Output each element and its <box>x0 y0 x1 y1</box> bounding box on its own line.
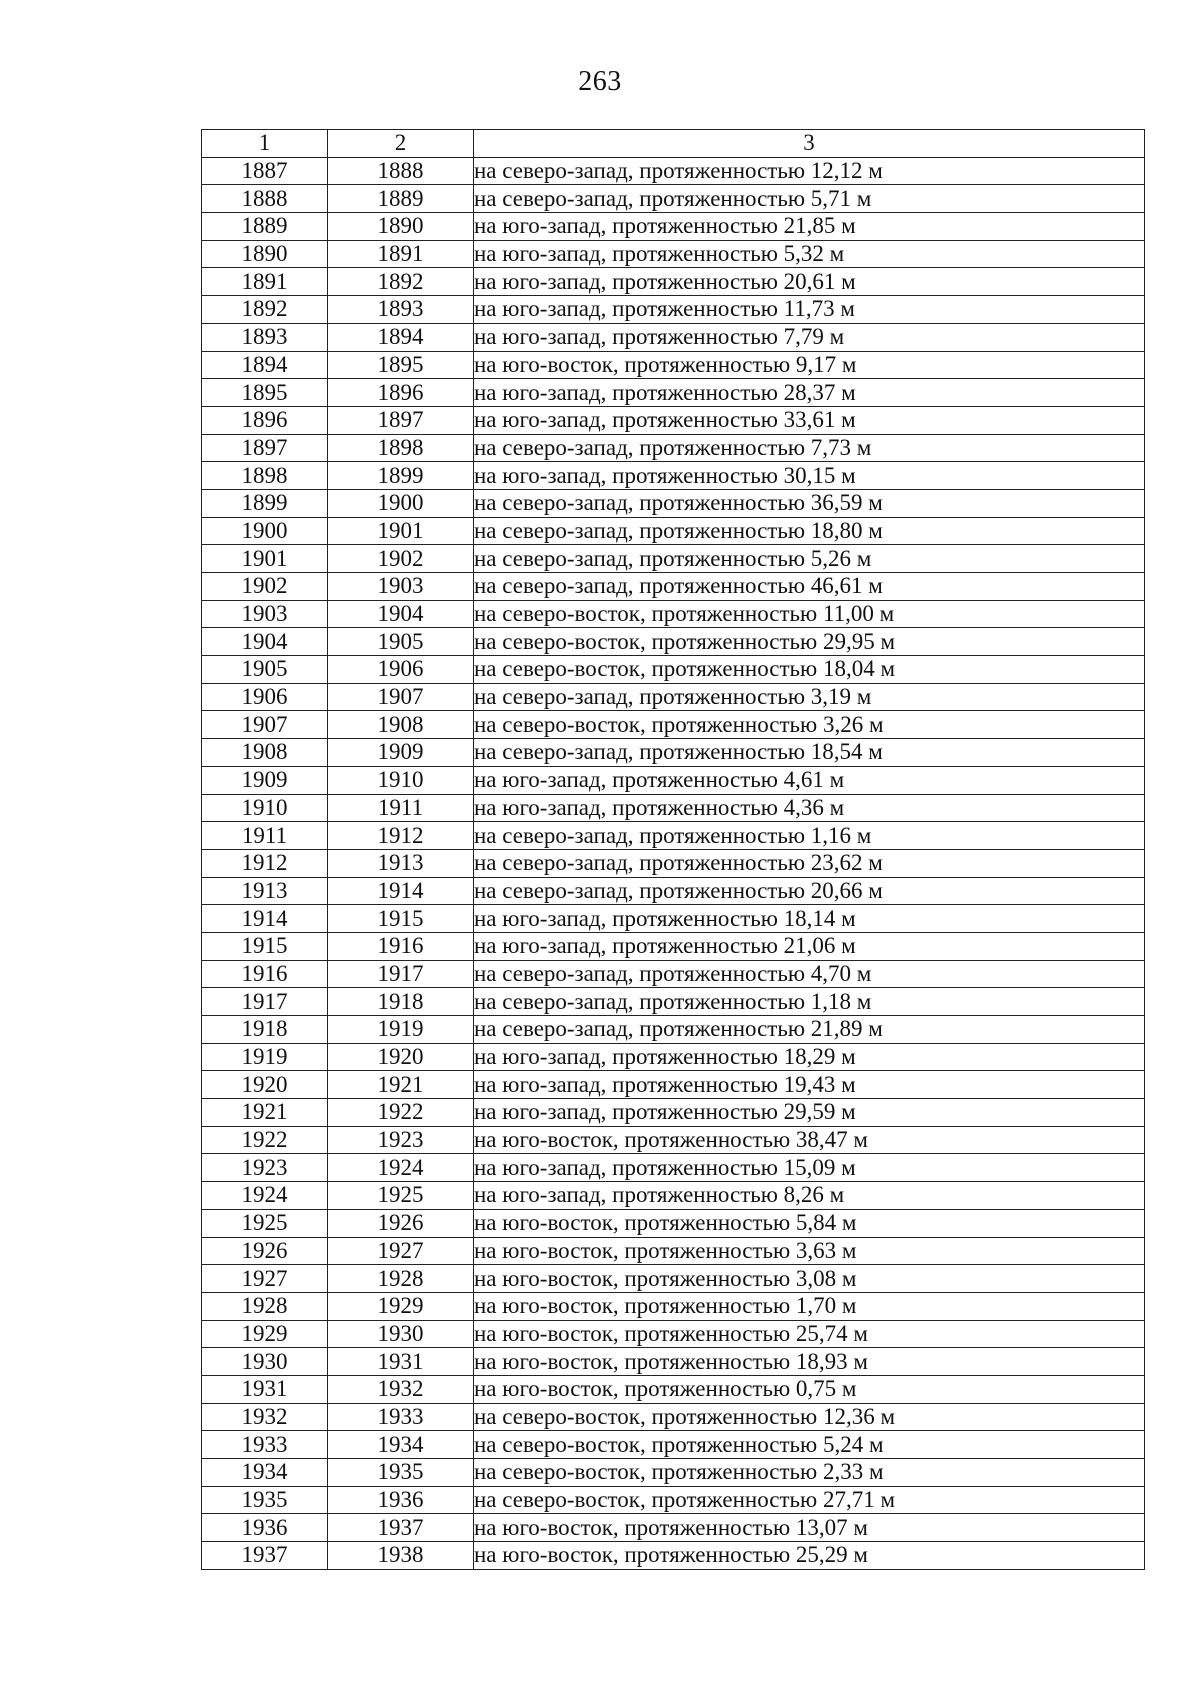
description-cell: на северо-восток, протяженностью 2,33 м <box>474 1459 1145 1487</box>
start-point-cell: 1896 <box>202 406 328 434</box>
description-cell: на северо-восток, протяженностью 29,95 м <box>474 628 1145 656</box>
end-point-cell: 1928 <box>328 1265 474 1293</box>
table-row <box>202 1320 1145 1348</box>
start-point-cell: 1906 <box>202 683 328 711</box>
start-point-cell: 1892 <box>202 296 328 324</box>
end-point-cell: 1915 <box>328 905 474 933</box>
table-row <box>202 822 1145 850</box>
start-point-cell: 1925 <box>202 1209 328 1237</box>
table-row <box>202 794 1145 822</box>
table-row <box>202 1348 1145 1376</box>
table-row <box>202 157 1145 185</box>
description-cell: на северо-запад, протяженностью 20,66 м <box>474 877 1145 905</box>
start-point-cell: 1918 <box>202 1016 328 1044</box>
end-point-cell: 1920 <box>328 1043 474 1071</box>
description-cell: на северо-запад, протяженностью 18,54 м <box>474 739 1145 767</box>
description-cell: на юго-восток, протяженностью 38,47 м <box>474 1126 1145 1154</box>
end-point-cell: 1923 <box>328 1126 474 1154</box>
description-cell: на юго-восток, протяженностью 25,74 м <box>474 1320 1145 1348</box>
table-row <box>202 434 1145 462</box>
end-point-cell: 1902 <box>328 545 474 573</box>
description-cell: на северо-восток, протяженностью 5,24 м <box>474 1431 1145 1459</box>
start-point-cell: 1933 <box>202 1431 328 1459</box>
start-point-cell: 1932 <box>202 1403 328 1431</box>
start-point-cell: 1928 <box>202 1292 328 1320</box>
start-point-cell: 1915 <box>202 932 328 960</box>
end-point-cell: 1910 <box>328 766 474 794</box>
table-row <box>202 1403 1145 1431</box>
description-cell: на юго-запад, протяженностью 21,06 м <box>474 932 1145 960</box>
table-row <box>202 600 1145 628</box>
end-point-cell: 1892 <box>328 268 474 296</box>
end-point-cell: 1921 <box>328 1071 474 1099</box>
end-point-cell: 1909 <box>328 739 474 767</box>
table-row <box>202 1182 1145 1210</box>
table-row <box>202 1154 1145 1182</box>
start-point-cell: 1909 <box>202 766 328 794</box>
description-cell: на северо-запад, протяженностью 1,18 м <box>474 988 1145 1016</box>
description-cell: на юго-запад, протяженностью 29,59 м <box>474 1099 1145 1127</box>
description-cell: на северо-запад, протяженностью 7,73 м <box>474 434 1145 462</box>
description-cell: на юго-запад, протяженностью 33,61 м <box>474 406 1145 434</box>
column-header-1: 1 <box>202 130 328 158</box>
start-point-cell: 1895 <box>202 379 328 407</box>
description-cell: на юго-запад, протяженностью 7,79 м <box>474 323 1145 351</box>
table-row <box>202 489 1145 517</box>
description-cell: на северо-восток, протяженностью 3,26 м <box>474 711 1145 739</box>
start-point-cell: 1924 <box>202 1182 328 1210</box>
start-point-cell: 1898 <box>202 462 328 490</box>
start-point-cell: 1905 <box>202 656 328 684</box>
end-point-cell: 1891 <box>328 240 474 268</box>
description-cell: на юго-запад, протяженностью 20,61 м <box>474 268 1145 296</box>
page-number: 263 <box>578 66 622 97</box>
table-row <box>202 240 1145 268</box>
start-point-cell: 1914 <box>202 905 328 933</box>
end-point-cell: 1918 <box>328 988 474 1016</box>
end-point-cell: 1932 <box>328 1375 474 1403</box>
table-row <box>202 1071 1145 1099</box>
end-point-cell: 1911 <box>328 794 474 822</box>
end-point-cell: 1924 <box>328 1154 474 1182</box>
start-point-cell: 1911 <box>202 822 328 850</box>
description-cell: на юго-запад, протяженностью 8,26 м <box>474 1182 1145 1210</box>
table-row <box>202 1375 1145 1403</box>
table-row <box>202 1126 1145 1154</box>
table-row <box>202 656 1145 684</box>
description-cell: на юго-запад, протяженностью 30,15 м <box>474 462 1145 490</box>
end-point-cell: 1895 <box>328 351 474 379</box>
end-point-cell: 1933 <box>328 1403 474 1431</box>
end-point-cell: 1937 <box>328 1514 474 1542</box>
start-point-cell: 1917 <box>202 988 328 1016</box>
start-point-cell: 1908 <box>202 739 328 767</box>
table-row <box>202 323 1145 351</box>
start-point-cell: 1902 <box>202 573 328 601</box>
description-cell: на юго-восток, протяженностью 5,84 м <box>474 1209 1145 1237</box>
description-cell: на юго-восток, протяженностью 9,17 м <box>474 351 1145 379</box>
end-point-cell: 1898 <box>328 434 474 462</box>
start-point-cell: 1890 <box>202 240 328 268</box>
description-cell: на юго-восток, протяженностью 3,08 м <box>474 1265 1145 1293</box>
start-point-cell: 1935 <box>202 1486 328 1514</box>
description-cell: на северо-восток, протяженностью 18,04 м <box>474 656 1145 684</box>
table-row <box>202 1209 1145 1237</box>
end-point-cell: 1899 <box>328 462 474 490</box>
start-point-cell: 1919 <box>202 1043 328 1071</box>
start-point-cell: 1887 <box>202 157 328 185</box>
description-cell: на юго-восток, протяженностью 18,93 м <box>474 1348 1145 1376</box>
end-point-cell: 1913 <box>328 849 474 877</box>
description-cell: на северо-запад, протяженностью 5,26 м <box>474 545 1145 573</box>
end-point-cell: 1935 <box>328 1459 474 1487</box>
description-cell: на юго-запад, протяженностью 18,29 м <box>474 1043 1145 1071</box>
description-cell: на юго-запад, протяженностью 5,32 м <box>474 240 1145 268</box>
table-row <box>202 517 1145 545</box>
description-cell: на северо-восток, протяженностью 12,36 м <box>474 1403 1145 1431</box>
description-cell: на юго-запад, протяженностью 21,85 м <box>474 213 1145 241</box>
table-row <box>202 379 1145 407</box>
start-point-cell: 1930 <box>202 1348 328 1376</box>
end-point-cell: 1925 <box>328 1182 474 1210</box>
description-cell: на юго-восток, протяженностью 13,07 м <box>474 1514 1145 1542</box>
table-row <box>202 1459 1145 1487</box>
table-row <box>202 1431 1145 1459</box>
table-row <box>202 960 1145 988</box>
start-point-cell: 1937 <box>202 1542 328 1570</box>
start-point-cell: 1893 <box>202 323 328 351</box>
table-row <box>202 1292 1145 1320</box>
description-cell: на юго-восток, протяженностью 1,70 м <box>474 1292 1145 1320</box>
description-cell: на северо-запад, протяженностью 4,70 м <box>474 960 1145 988</box>
end-point-cell: 1936 <box>328 1486 474 1514</box>
end-point-cell: 1904 <box>328 600 474 628</box>
end-point-cell: 1890 <box>328 213 474 241</box>
description-cell: на юго-запад, протяженностью 15,09 м <box>474 1154 1145 1182</box>
end-point-cell: 1922 <box>328 1099 474 1127</box>
description-cell: на северо-запад, протяженностью 18,80 м <box>474 517 1145 545</box>
end-point-cell: 1905 <box>328 628 474 656</box>
end-point-cell: 1929 <box>328 1292 474 1320</box>
column-header-3: 3 <box>474 130 1145 158</box>
start-point-cell: 1910 <box>202 794 328 822</box>
table-body <box>202 130 1145 1570</box>
end-point-cell: 1912 <box>328 822 474 850</box>
table-row <box>202 1016 1145 1044</box>
end-point-cell: 1903 <box>328 573 474 601</box>
end-point-cell: 1927 <box>328 1237 474 1265</box>
table-header-row <box>202 130 1145 158</box>
description-cell: на юго-запад, протяженностью 18,14 м <box>474 905 1145 933</box>
end-point-cell: 1934 <box>328 1431 474 1459</box>
end-point-cell: 1916 <box>328 932 474 960</box>
start-point-cell: 1904 <box>202 628 328 656</box>
table-row <box>202 406 1145 434</box>
table-row <box>202 545 1145 573</box>
start-point-cell: 1912 <box>202 849 328 877</box>
start-point-cell: 1927 <box>202 1265 328 1293</box>
table-row <box>202 1486 1145 1514</box>
start-point-cell: 1926 <box>202 1237 328 1265</box>
table-row <box>202 573 1145 601</box>
end-point-cell: 1917 <box>328 960 474 988</box>
description-cell: на юго-запад, протяженностью 4,61 м <box>474 766 1145 794</box>
end-point-cell: 1908 <box>328 711 474 739</box>
description-cell: на северо-восток, протяженностью 11,00 м <box>474 600 1145 628</box>
table-row <box>202 988 1145 1016</box>
table-row <box>202 462 1145 490</box>
description-cell: на северо-запад, протяженностью 36,59 м <box>474 489 1145 517</box>
end-point-cell: 1919 <box>328 1016 474 1044</box>
start-point-cell: 1913 <box>202 877 328 905</box>
start-point-cell: 1903 <box>202 600 328 628</box>
start-point-cell: 1894 <box>202 351 328 379</box>
table-row <box>202 628 1145 656</box>
description-cell: на северо-запад, протяженностью 5,71 м <box>474 185 1145 213</box>
start-point-cell: 1920 <box>202 1071 328 1099</box>
table-row <box>202 766 1145 794</box>
end-point-cell: 1894 <box>328 323 474 351</box>
start-point-cell: 1916 <box>202 960 328 988</box>
table-row <box>202 185 1145 213</box>
start-point-cell: 1897 <box>202 434 328 462</box>
table-row <box>202 877 1145 905</box>
table-row <box>202 1099 1145 1127</box>
end-point-cell: 1896 <box>328 379 474 407</box>
description-cell: на северо-запад, протяженностью 1,16 м <box>474 822 1145 850</box>
end-point-cell: 1907 <box>328 683 474 711</box>
end-point-cell: 1901 <box>328 517 474 545</box>
start-point-cell: 1936 <box>202 1514 328 1542</box>
end-point-cell: 1930 <box>328 1320 474 1348</box>
description-cell: на юго-запад, протяженностью 19,43 м <box>474 1071 1145 1099</box>
start-point-cell: 1900 <box>202 517 328 545</box>
start-point-cell: 1929 <box>202 1320 328 1348</box>
table-row <box>202 849 1145 877</box>
table-row <box>202 739 1145 767</box>
table-row <box>202 1514 1145 1542</box>
end-point-cell: 1893 <box>328 296 474 324</box>
end-point-cell: 1889 <box>328 185 474 213</box>
boundary-segments-table <box>201 129 1145 1570</box>
description-cell: на юго-восток, протяженностью 25,29 м <box>474 1542 1145 1570</box>
description-cell: на северо-запад, протяженностью 12,12 м <box>474 157 1145 185</box>
table-row <box>202 932 1145 960</box>
table-row <box>202 1265 1145 1293</box>
table-row <box>202 351 1145 379</box>
start-point-cell: 1934 <box>202 1459 328 1487</box>
description-cell: на юго-восток, протяженностью 3,63 м <box>474 1237 1145 1265</box>
start-point-cell: 1901 <box>202 545 328 573</box>
description-cell: на юго-восток, протяженностью 0,75 м <box>474 1375 1145 1403</box>
end-point-cell: 1931 <box>328 1348 474 1376</box>
start-point-cell: 1899 <box>202 489 328 517</box>
description-cell: на северо-запад, протяженностью 21,89 м <box>474 1016 1145 1044</box>
start-point-cell: 1923 <box>202 1154 328 1182</box>
start-point-cell: 1921 <box>202 1099 328 1127</box>
description-cell: на северо-запад, протяженностью 23,62 м <box>474 849 1145 877</box>
start-point-cell: 1931 <box>202 1375 328 1403</box>
table-row <box>202 213 1145 241</box>
start-point-cell: 1922 <box>202 1126 328 1154</box>
description-cell: на северо-запад, протяженностью 3,19 м <box>474 683 1145 711</box>
table-row <box>202 1237 1145 1265</box>
description-cell: на юго-запад, протяженностью 4,36 м <box>474 794 1145 822</box>
end-point-cell: 1906 <box>328 656 474 684</box>
table-row <box>202 268 1145 296</box>
description-cell: на юго-запад, протяженностью 11,73 м <box>474 296 1145 324</box>
table-row <box>202 711 1145 739</box>
start-point-cell: 1889 <box>202 213 328 241</box>
start-point-cell: 1891 <box>202 268 328 296</box>
table-row <box>202 296 1145 324</box>
end-point-cell: 1938 <box>328 1542 474 1570</box>
column-header-2: 2 <box>328 130 474 158</box>
end-point-cell: 1926 <box>328 1209 474 1237</box>
table-row <box>202 1043 1145 1071</box>
end-point-cell: 1897 <box>328 406 474 434</box>
end-point-cell: 1900 <box>328 489 474 517</box>
table-row <box>202 905 1145 933</box>
description-cell: на юго-запад, протяженностью 28,37 м <box>474 379 1145 407</box>
end-point-cell: 1888 <box>328 157 474 185</box>
description-cell: на северо-восток, протяженностью 27,71 м <box>474 1486 1145 1514</box>
table-row <box>202 683 1145 711</box>
start-point-cell: 1888 <box>202 185 328 213</box>
description-cell: на северо-запад, протяженностью 46,61 м <box>474 573 1145 601</box>
table-row <box>202 1542 1145 1570</box>
start-point-cell: 1907 <box>202 711 328 739</box>
end-point-cell: 1914 <box>328 877 474 905</box>
